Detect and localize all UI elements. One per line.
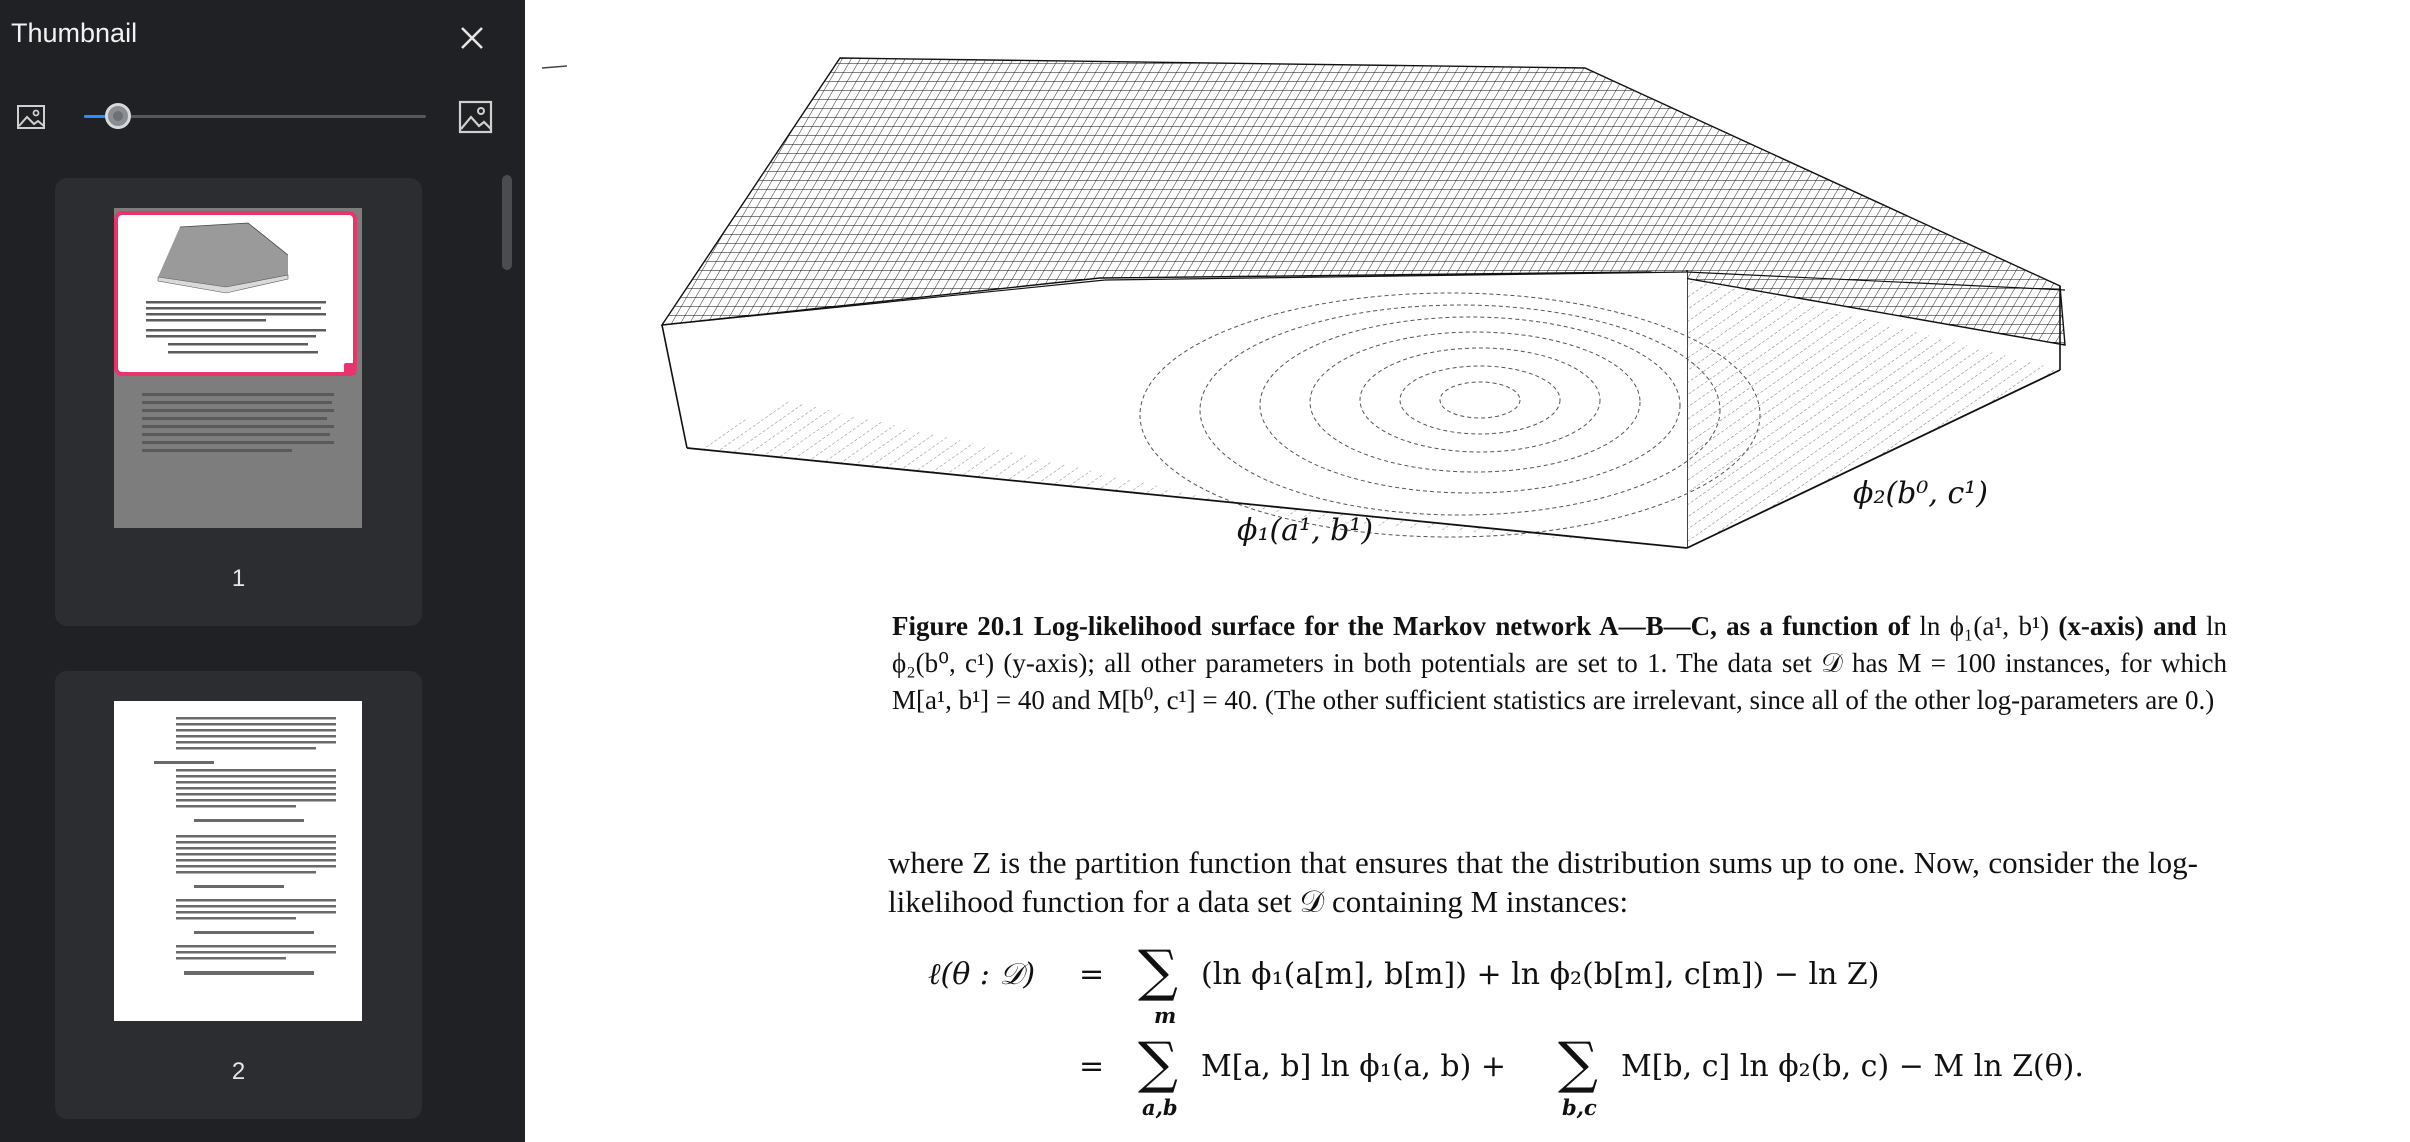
page-preview-graphic [114, 701, 362, 1021]
image-small-icon[interactable] [16, 103, 48, 131]
sidebar-title: Thumbnail [11, 18, 138, 48]
equation-equals-1: = [1079, 957, 1105, 992]
figure-caption [892, 608, 2227, 719]
current-view-highlight[interactable] [114, 211, 357, 376]
thumbnail-page-number: 1 [231, 565, 246, 592]
summation-symbol-3: ∑ [1558, 1031, 1598, 1096]
highlight-resize-handle[interactable] [344, 363, 356, 375]
summation-index-2a: a,b [1142, 1095, 1178, 1120]
log-likelihood-surface-figure [525, 0, 2410, 580]
caption-rest: ln ϕ₂(b⁰, c¹) (y-axis); all other parameters in both potentials are set to 1. The data set 𝒟 has M = 100 instances, for which M[a¹, b¹] = 40 and M[b⁰, c¹] = 40. (The other sufficient statistics are irrelevant, since all of the other log-parameters are 0.) [892, 611, 2228, 715]
body-paragraph: where Z is the partition function that ensures that the distribution sums up to one. Now, consider the log-likelihood function for a data set 𝒟 containing M instances: [888, 845, 2198, 919]
thumbnail-page-number: 2 [231, 1058, 246, 1085]
thumbnail-size-slider[interactable] [84, 100, 426, 134]
equation-line-1: (ln ϕ₁(a[m], b[m]) + ln ϕ₂(b[m], c[m]) − ln Z) [1201, 957, 1880, 992]
thumbnail-sidebar [0, 0, 525, 1142]
document-page [525, 0, 2410, 1142]
summation-index-2b: b,c [1562, 1095, 1597, 1120]
sidebar-scrollbar[interactable] [502, 175, 512, 270]
highlight-preview-graphic [118, 215, 353, 372]
x-axis-label: ϕ₁(a¹, b¹) [1237, 513, 1374, 548]
thumbnail-page-1[interactable] [55, 178, 422, 626]
image-large-icon[interactable] [458, 100, 494, 134]
thumbnail-page-2[interactable] [55, 671, 422, 1119]
equation-equals-2: = [1079, 1049, 1105, 1084]
equation-lhs: ℓ(θ : 𝒟) [928, 957, 1036, 992]
caption-axis-x: (x-axis) and [2058, 611, 2197, 641]
summation-index-1: m [1154, 1003, 1177, 1028]
summation-symbol-1: ∑ [1138, 939, 1178, 1004]
equation-line-2b: M[b, c] ln ϕ₂(b, c) − M ln Z(θ). [1621, 1049, 2084, 1084]
equation-line-2a: M[a, b] ln ϕ₁(a, b) + [1201, 1049, 1506, 1084]
summation-symbol-2: ∑ [1138, 1031, 1178, 1096]
slider-track[interactable] [84, 115, 426, 118]
caption-lead: Figure 20.1 Log-likelihood surface for the Markov network A—B—C, as a function of [892, 611, 1911, 641]
slider-handle[interactable] [105, 103, 131, 129]
page-preview [114, 701, 362, 1021]
close-icon[interactable] [452, 18, 492, 58]
y-axis-label: ϕ₂(b⁰, c¹) [1853, 476, 1989, 511]
caption-lead-math: ln ϕ₁(a¹, b¹) [1910, 611, 2050, 641]
